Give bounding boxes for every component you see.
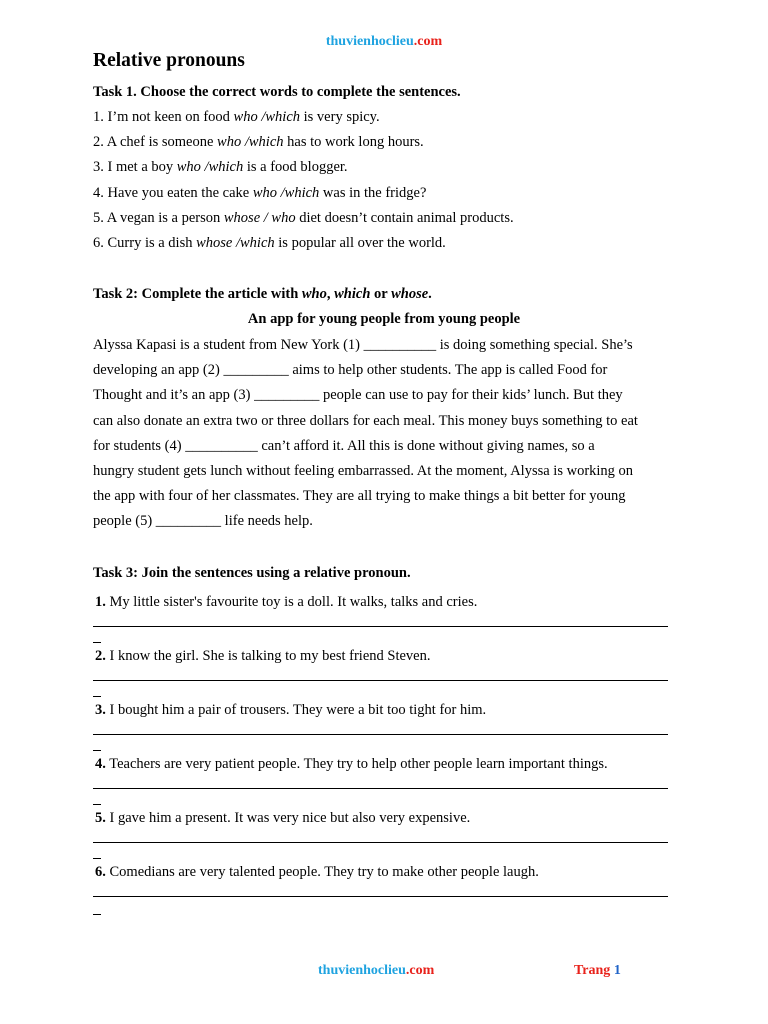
answer-line-tail bbox=[93, 858, 101, 859]
choice-options: who /which bbox=[217, 134, 284, 150]
page-number: Trang 1 bbox=[574, 963, 621, 978]
choice-options: who /which bbox=[233, 109, 301, 125]
article-line: for students (4) __________ can’t afford it. All this is done without giving names, so a bbox=[93, 437, 595, 454]
article-title: An app for young people from young people bbox=[247, 311, 521, 327]
answer-line[interactable] bbox=[93, 626, 668, 627]
answer-line-tail bbox=[93, 642, 101, 643]
answer-line-tail bbox=[93, 696, 101, 697]
task3-question: 5. I gave him a present. It was very nice but also very expensive. bbox=[95, 810, 471, 826]
page-title: Relative pronouns bbox=[93, 50, 245, 71]
answer-line[interactable] bbox=[93, 680, 668, 681]
article-line: developing an app (2) _________ aims to help other students. The app is called Food for bbox=[93, 362, 608, 379]
article-line: the app with four of her classmates. They are all trying to make things a bit better for young bbox=[93, 488, 626, 505]
answer-line[interactable] bbox=[93, 842, 668, 843]
choice-options: who /which bbox=[252, 185, 320, 201]
article-line: can also donate an extra two or three dollars for each meal. This money buys something to eat bbox=[93, 412, 638, 429]
article-line: Alyssa Kapasi is a student from New York (1) __________ is doing something special. She’s bbox=[93, 337, 633, 353]
answer-line[interactable] bbox=[93, 788, 668, 789]
choice-options: who /which bbox=[176, 159, 244, 175]
task1-item: 3. I met a boy who /which is a food blogger. bbox=[93, 159, 348, 175]
site-header bbox=[0, 34, 768, 50]
task3-question: 3. I bought him a pair of trousers. They were a bit too tight for him. bbox=[95, 702, 487, 718]
task3-question: 2. I know the girl. She is talking to my best friend Steven. bbox=[95, 648, 431, 664]
task2-title: Task 2: Complete the article with who, which or whose. bbox=[93, 286, 432, 302]
choice-options: whose /which bbox=[196, 235, 275, 251]
site-domain: .com bbox=[413, 34, 443, 49]
answer-line[interactable] bbox=[93, 896, 668, 897]
answer-line-tail bbox=[93, 914, 101, 915]
task1-item: 6. Curry is a dish whose /which is popular all over the world. bbox=[93, 235, 446, 251]
site-name: thuvienhoclieu bbox=[325, 34, 414, 49]
article-line: people (5) _________ life needs help. bbox=[93, 513, 313, 530]
answer-line[interactable] bbox=[93, 734, 668, 735]
task3-title: Task 3: Join the sentences using a relative pronoun. bbox=[93, 565, 411, 581]
task1-item: 1. I’m not keen on food who /which is very spicy. bbox=[93, 109, 380, 125]
answer-line-tail bbox=[93, 750, 101, 751]
article-line: hungry student gets lunch without feeling embarrassed. At the moment, Alyssa is working on bbox=[93, 463, 634, 480]
article-line: Thought and it’s an app (3) _________ people can use to pay for their kids’ lunch. But they bbox=[93, 387, 623, 404]
task1-item: 2. A chef is someone who /which has to work long hours. bbox=[93, 134, 424, 150]
answer-line-tail bbox=[93, 804, 101, 805]
article-body bbox=[93, 333, 675, 535]
task3-question: 6. Comedians are very talented people. They try to make other people laugh. bbox=[95, 864, 539, 880]
footer-site: thuvienhoclieu.com bbox=[318, 963, 435, 978]
task1-item: 5. A vegan is a person whose / who diet doesn’t contain animal products. bbox=[93, 210, 514, 226]
task1-title: Task 1. Choose the correct words to complete the sentences. bbox=[93, 84, 461, 100]
task1-item: 4. Have you eaten the cake who /which was in the fridge? bbox=[93, 185, 427, 201]
task3-question: 1. My little sister's favourite toy is a doll. It walks, talks and cries. bbox=[95, 594, 478, 610]
choice-options: whose / who bbox=[223, 210, 296, 226]
task3-question: 4. Teachers are very patient people. They try to help other people learn important things. bbox=[95, 756, 608, 772]
